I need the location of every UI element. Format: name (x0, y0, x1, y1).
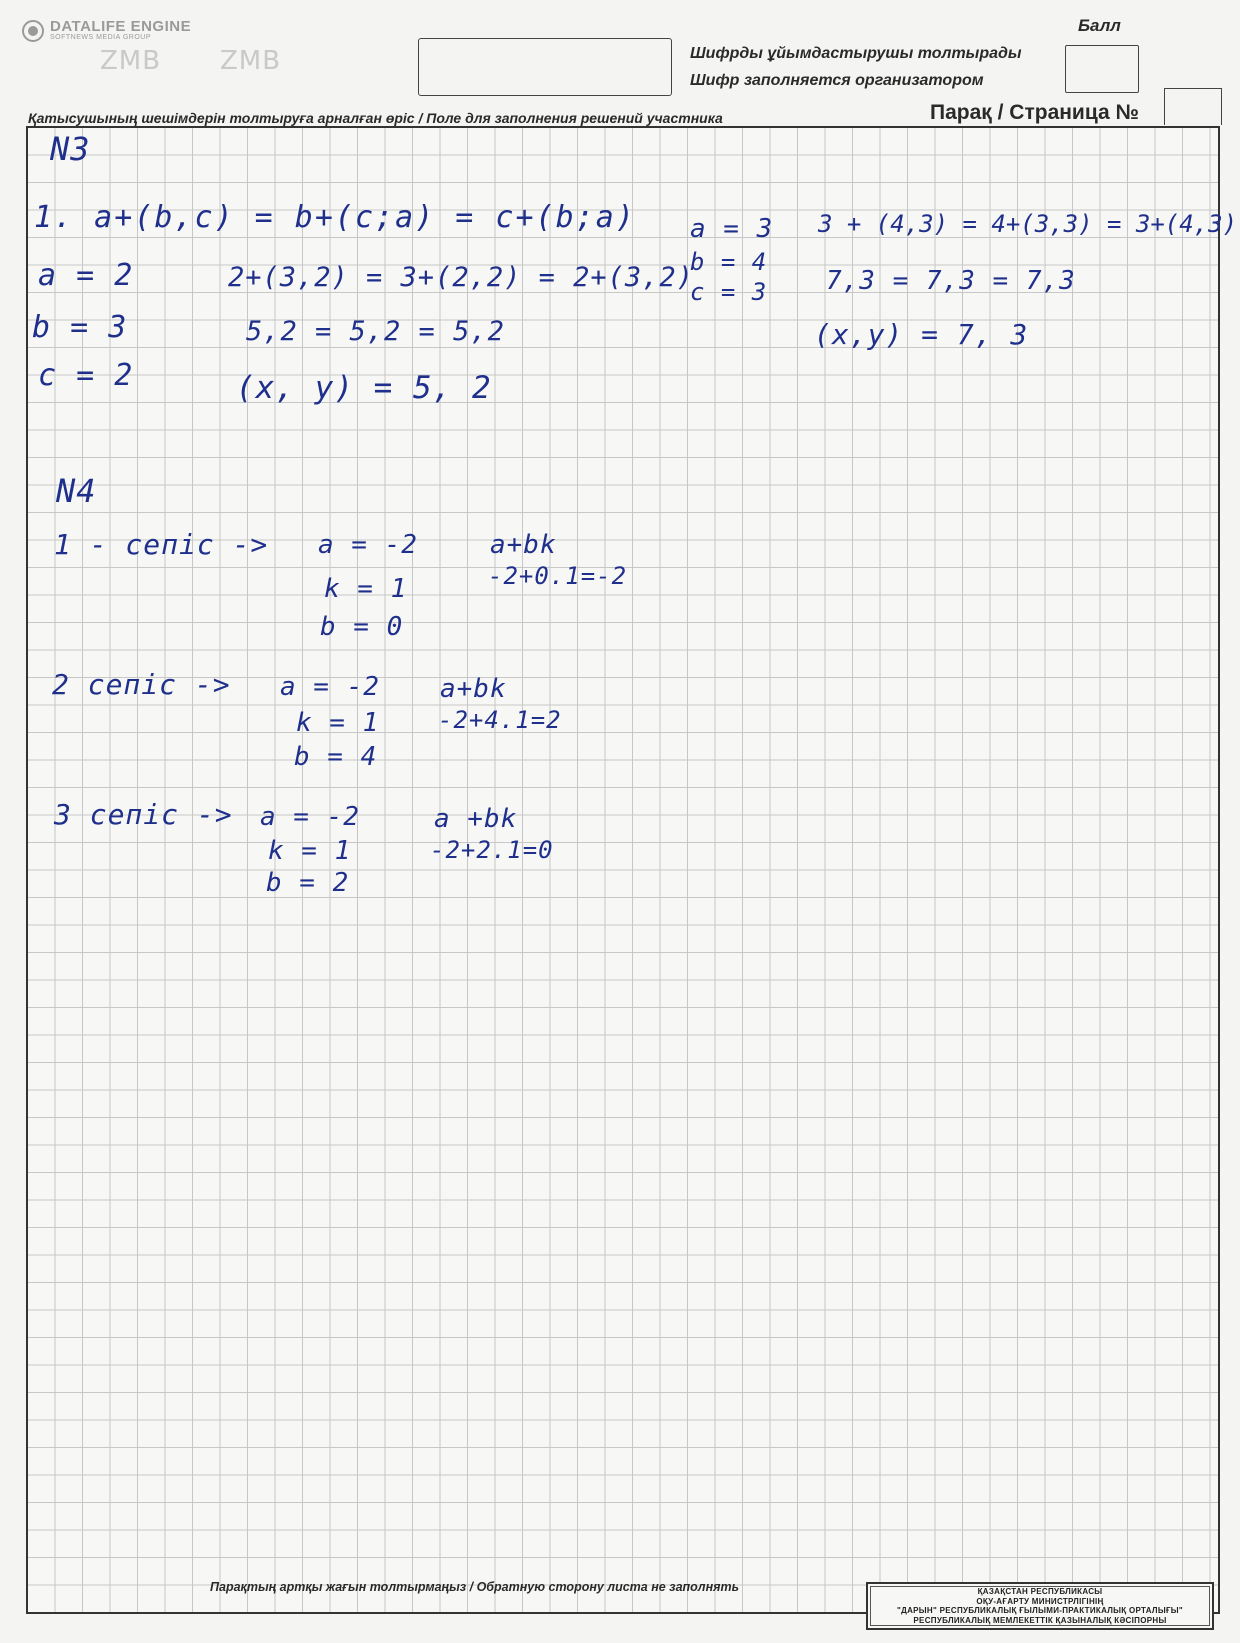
solution-grid (26, 126, 1220, 1614)
footer-note: Парақтың артқы жағын толтырмаңыз / Обратную сторону листа не заполнять (210, 1580, 740, 1594)
organizer-note-kz: Шифрды ұйымдастырушы толтырады (690, 45, 1022, 62)
problem4-step3-label: 3 сепіс -> (54, 798, 233, 831)
problem3-set1-line2: 5,2 = 5,2 = 5,2 (246, 316, 505, 347)
problem3-formula: 1. a+(b,c) = b+(c;a) = c+(b;a) (34, 200, 636, 235)
problem4-step3-a: a = -2 (260, 802, 360, 832)
site-logo (22, 20, 191, 42)
problem3-set2-line2: 7,3 = 7,3 = 7,3 (826, 266, 1076, 296)
score-label: Балл (1078, 16, 1121, 35)
problem3-set2-a: a = 3 (690, 214, 774, 244)
stamp-line-4: РЕСПУБЛИКАЛЫҚ МЕМЛЕКЕТТІК ҚАЗЫНАЛЫҚ КӘСІПОРНЫ (913, 1615, 1167, 1625)
problem4-step1-expr: a+bk (490, 530, 557, 560)
problem3-set1-a: a = 2 (38, 258, 134, 293)
page-number-box (1164, 88, 1222, 125)
stamp-line-1: ҚАЗАҚСТАН РЕСПУБЛИКАСЫ (977, 1587, 1103, 1596)
logo-subtitle: SOFTNEWS MEDIA GROUP (50, 34, 152, 41)
organizer-note-ru: Шифр заполняется организатором (690, 72, 984, 89)
problem4-step3-expr: a +bk (434, 804, 518, 834)
logo-icon (22, 20, 44, 42)
organizer-note (690, 40, 1022, 94)
problem4-step3-k: k = 1 (268, 836, 352, 866)
cipher-box (418, 38, 672, 96)
watermark-left: ZMB (100, 46, 162, 76)
problem4-step1-k: k = 1 (324, 574, 408, 604)
problem3-set2-line1: 3 + (4,3) = 4+(3,3) = 3+(4,3) (818, 210, 1238, 238)
solution-field-label: Қатысушының шешімдерін толтыруға арналған өріс / Поле для заполнения решений участника (28, 110, 723, 126)
problem4-step1-a: a = -2 (318, 530, 418, 560)
problem4-step1-calc: -2+0.1=-2 (488, 562, 628, 590)
problem3-set1-c: c = 2 (38, 358, 134, 393)
problem3-set2-result: (x,y) = 7, 3 (814, 318, 1029, 351)
problem4-step2-label: 2 сепіс -> (52, 668, 231, 701)
problem4-step1-b: b = 0 (320, 612, 404, 642)
problem4-step2-k: k = 1 (296, 708, 380, 738)
problem3-set1-b: b = 3 (32, 310, 128, 345)
logo-name: DATALIFE ENGINE (50, 18, 192, 35)
official-stamp (866, 1582, 1214, 1630)
problem4-heading: N4 (56, 472, 97, 510)
problem4-step2-a: a = -2 (280, 672, 380, 702)
problem4-step2-expr: a+bk (440, 674, 507, 704)
problem3-set2-c: c = 3 (690, 278, 768, 306)
stamp-line-3: "ДАРЫН" РЕСПУБЛИКАЛЫҚ ҒЫЛЫМИ-ПРАКТИКАЛЫҚ ОРТАЛЫҒЫ" (896, 1606, 1184, 1615)
problem3-heading: N3 (50, 130, 91, 168)
problem4-step2-calc: -2+4.1=2 (438, 706, 562, 734)
stamp-line-2: ОҚУ-АҒАРТУ МИНИСТРЛІГІНІҢ (976, 1596, 1104, 1606)
score-box (1065, 45, 1139, 93)
problem4-step1-label: 1 - сепіс -> (54, 528, 269, 561)
problem4-step3-b: b = 2 (266, 868, 350, 898)
problem3-set2-b: b = 4 (690, 248, 768, 276)
problem3-set1-line1: 2+(3,2) = 3+(2,2) = 2+(3,2) (228, 262, 694, 293)
problem3-set1-result: (x, y) = 5, 2 (236, 370, 492, 406)
watermark-right: ZMB (220, 46, 282, 76)
page-number-label: Парақ / Страница № (930, 101, 1139, 124)
problem4-step2-b: b = 4 (294, 742, 378, 772)
problem4-step3-calc: -2+2.1=0 (430, 836, 554, 864)
